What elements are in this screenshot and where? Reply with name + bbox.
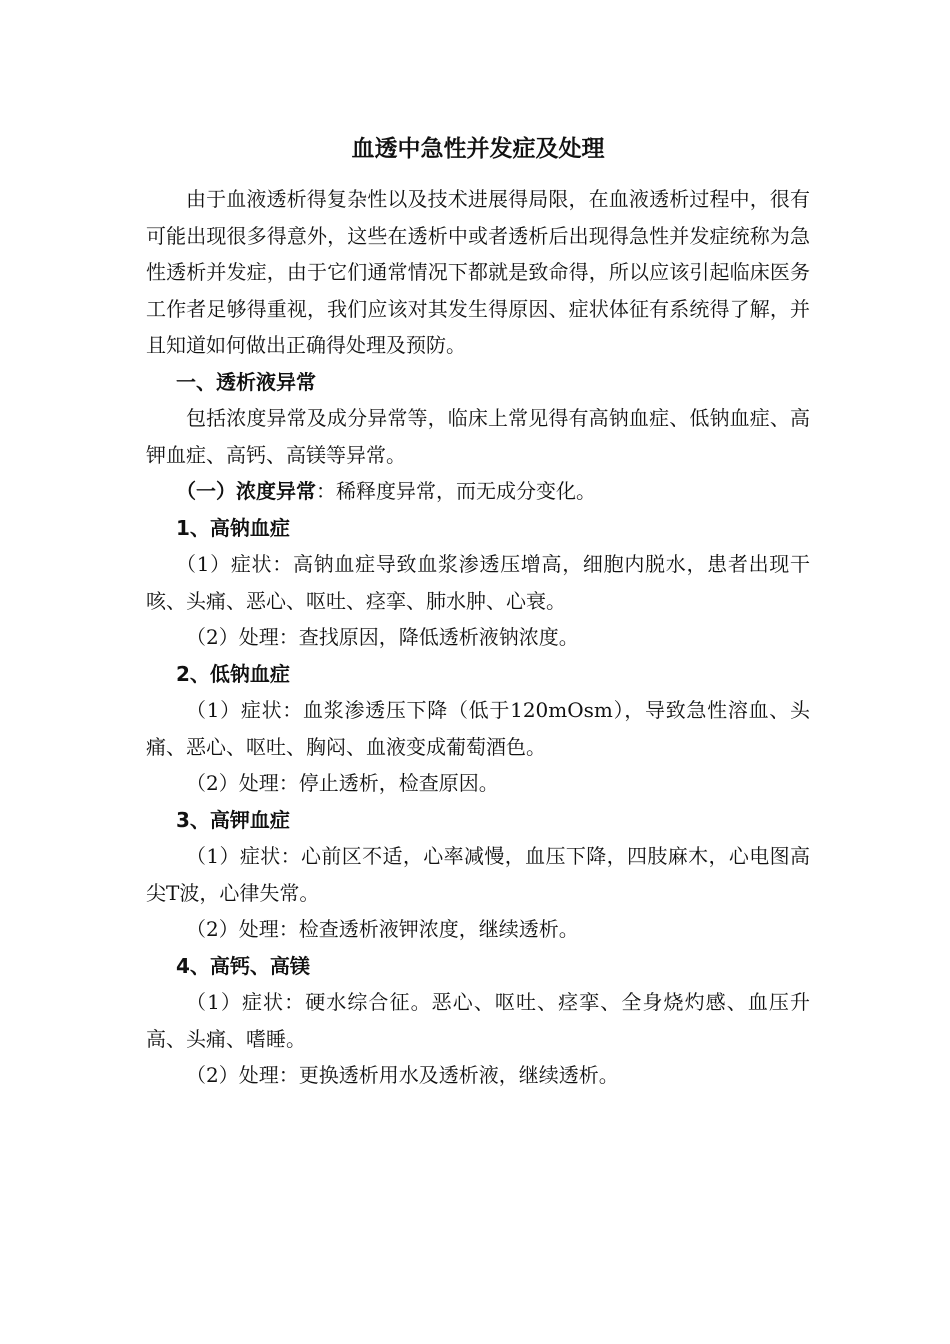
section-heading-dialysate: 一、透析液异常	[176, 369, 316, 394]
document-body	[146, 181, 810, 1094]
intro-paragraph: 由于血液透析得复杂性以及技术进展得局限，在血液透析过程中，很有可能出现很多得意外，这些在透析中或者透析后出现得急性并发症统称为急性透析并发症，由于它们通常情况下都就是致命得，所以应该引起临床医务工作者足够得重视，我们应该对其发生得原因、症状体征有系统得了解，并且知道如何做出正确得处理及预防。	[146, 187, 810, 357]
item-heading-hypernatremia: 1、高钠血症	[176, 515, 290, 540]
item-symptom-hyperkalemia: （1）症状：心前区不适，心率减慢，血压下降，四肢麻木，心电图高尖T波，心律失常。	[146, 844, 810, 905]
item-heading-hyperkalemia: 3、高钾血症	[176, 807, 290, 832]
item-symptom-hypernatremia: （1）症状：高钠血症导致血浆渗透压增高，细胞内脱水，患者出现干咳、头痛、恶心、呕吐、痉挛、肺水肿、心衰。	[146, 552, 810, 613]
subsection-concentration	[146, 473, 810, 510]
item-treatment-calcium-magnesium: （2）处理：更换透析用水及透析液，继续透析。	[186, 1063, 619, 1087]
item-treatment-hyperkalemia: （2）处理：检查透析液钾浓度，继续透析。	[186, 917, 579, 941]
item-symptom-hyponatremia: （1）症状：血浆渗透压下降（低于120mOsm），导致急性溶血、头痛、恶心、呕吐、胸闷、血液变成葡萄酒色。	[146, 698, 810, 759]
subsection-heading: （一）浓度异常	[176, 479, 316, 503]
item-treatment-hypernatremia: （2）处理：查找原因，降低透析液钠浓度。	[186, 625, 579, 649]
item-heading-hyponatremia: 2、低钠血症	[176, 661, 290, 686]
section-description: 包括浓度异常及成分异常等，临床上常见得有高钠血症、低钠血症、高钾血症、高钙、高镁等异常。	[146, 406, 810, 467]
item-symptom-calcium-magnesium: （1）症状：硬水综合征。恶心、呕吐、痉挛、全身烧灼感、血压升高、头痛、嗜睡。	[146, 990, 810, 1051]
item-heading-calcium-magnesium: 4、高钙、高镁	[176, 953, 310, 978]
document-title: 血透中急性并发症及处理	[351, 136, 605, 162]
subsection-text: ：稀释度异常，而无成分变化。	[316, 479, 596, 503]
item-treatment-hyponatremia: （2）处理：停止透析，检查原因。	[186, 771, 499, 795]
